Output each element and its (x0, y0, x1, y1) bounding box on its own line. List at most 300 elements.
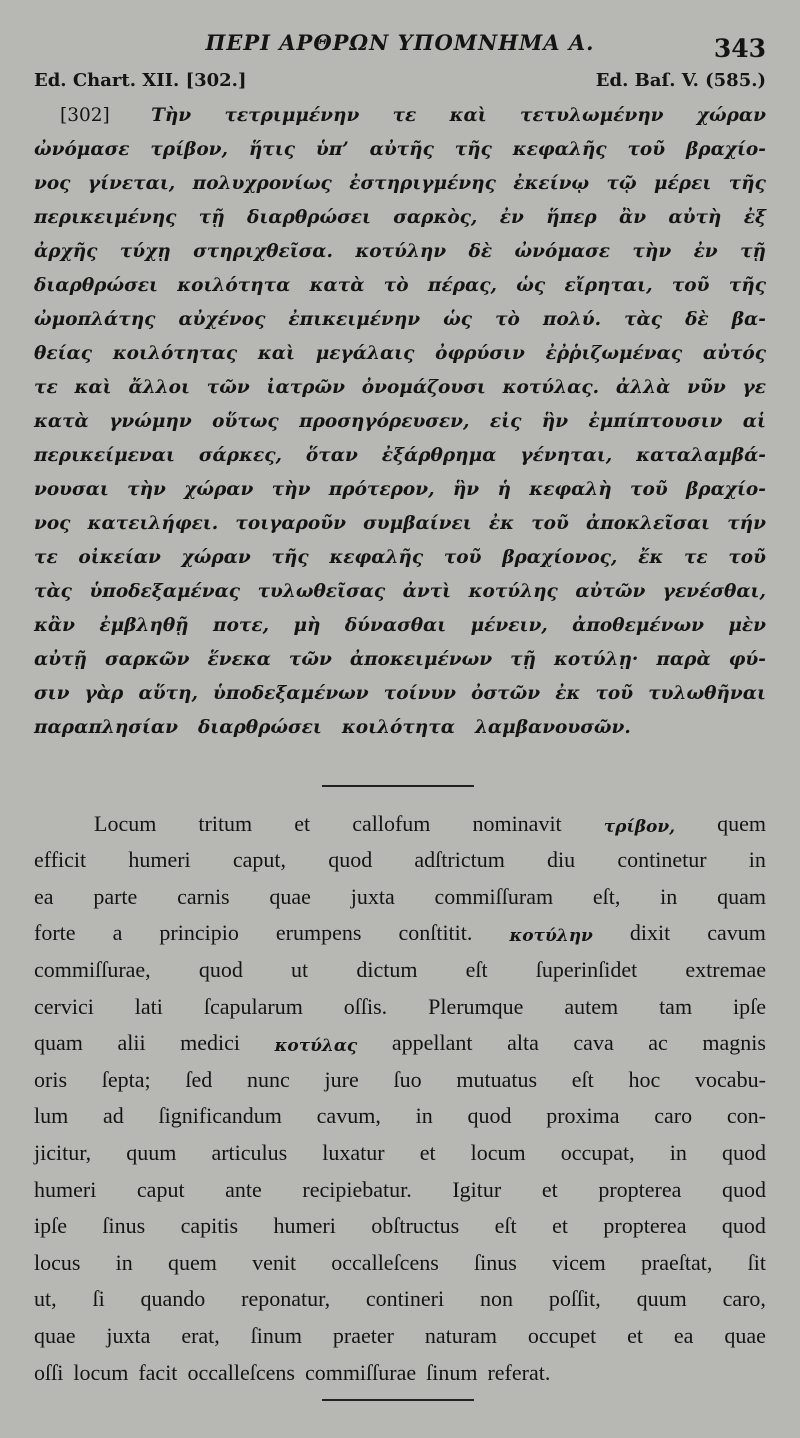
word: δὲ (685, 309, 709, 330)
word: ὡς (443, 309, 473, 330)
word: τρίβον, (150, 139, 228, 160)
word: commiſſurae (304, 1359, 417, 1385)
word: διαρθρώσει (197, 717, 322, 738)
word: ἐκείνῳ (513, 173, 590, 194)
word: erumpens (275, 920, 362, 946)
word: ante (225, 1176, 262, 1202)
word: σιν (34, 683, 70, 704)
latin-line (34, 1276, 766, 1313)
word: ſinus (102, 1213, 146, 1239)
word: κοτύλην (355, 241, 447, 262)
word: extremae (685, 956, 766, 982)
page-number: 343 (713, 34, 766, 63)
word: reponatur, (241, 1286, 331, 1312)
word: in (669, 1139, 687, 1165)
word: καὶ (449, 105, 487, 126)
word: humeri (34, 1176, 97, 1202)
word: χώραν (184, 479, 254, 500)
word: βραχίονος, (502, 547, 618, 568)
word: κοτύλῃ· (554, 649, 639, 670)
word: conſtitit. (398, 920, 473, 946)
greek-line (34, 364, 766, 398)
edition-reference-line (34, 70, 766, 91)
greek-line (34, 704, 766, 738)
word: τοῦ (630, 479, 668, 500)
word: προσηγόρευσεν, (299, 411, 470, 432)
greek-text-block (34, 92, 766, 738)
word: humeri (273, 1213, 336, 1239)
word: autem (564, 993, 619, 1019)
word: tam (659, 993, 693, 1019)
word: ἐν (499, 207, 524, 228)
word: παρὰ (656, 649, 711, 670)
word: πολυχρονίως (192, 173, 332, 194)
running-title: ΠΕΡΙ ΑΡΘΡΩΝ ΥΠΟΜΝΗΜΑ Α. (205, 30, 595, 55)
word: καὶ (257, 343, 295, 364)
word: luxatur (322, 1139, 385, 1165)
word: τετυλωμένην (520, 105, 664, 126)
word: Τὴν (151, 105, 192, 126)
word: praeſtat, (640, 1249, 713, 1275)
word: jicitur, (34, 1139, 92, 1165)
word: κοιλότητας (112, 343, 238, 364)
greek-line (34, 228, 766, 262)
word: αὐτός (702, 343, 766, 364)
word: mutuatus (456, 1066, 538, 1092)
word: occupet (527, 1322, 597, 1348)
word: τῇ (198, 207, 225, 228)
word: ἔκ (638, 547, 664, 568)
word: νουσαι (34, 479, 109, 500)
greek-line (34, 92, 766, 126)
word: locus (34, 1249, 81, 1275)
word: ἐξάρθρημα (381, 445, 497, 466)
word: ſi (92, 1286, 105, 1312)
latin-line (34, 1129, 766, 1166)
latin-line (34, 837, 766, 874)
word: γε (742, 377, 766, 398)
word: ὀνομάζουσι (361, 377, 486, 398)
word: ſinus (473, 1249, 517, 1275)
word: et (294, 810, 311, 836)
word: τῆς (728, 173, 766, 194)
word: ἐξ (743, 207, 766, 228)
word: αὐτῆς (369, 139, 434, 160)
word: medici (180, 1030, 241, 1056)
word: ὑπ’ (315, 139, 349, 160)
word: κατὰ (309, 275, 365, 296)
word: Igitur (452, 1176, 502, 1202)
word: oſſi (34, 1359, 64, 1385)
word: appellant (391, 1030, 473, 1056)
word: αὐτῶν (575, 581, 646, 602)
word: διαρθρώσει (34, 275, 158, 296)
edition-right: Ed. Baſ. V. (585.) (595, 70, 766, 91)
latin-line (34, 800, 766, 837)
word: nominavit (472, 810, 562, 836)
word: humeri (128, 847, 191, 873)
word: eſt (571, 1066, 594, 1092)
word: ὅταν (305, 445, 358, 466)
word: propterea (603, 1213, 687, 1239)
word: ὑποδεξαμένων (213, 683, 369, 704)
word: cervici (34, 993, 94, 1019)
word: τὴν (632, 241, 672, 262)
word: δὲ (468, 241, 493, 262)
word: efficit (34, 847, 87, 873)
greek-line (34, 330, 766, 364)
word: ἀλλὰ (615, 377, 671, 398)
word: στηριχθεῖσα. (193, 241, 333, 262)
word: callofum (352, 810, 431, 836)
word: ὀστῶν (471, 683, 541, 704)
greek-line (34, 432, 766, 466)
word: τρίβον, (603, 816, 676, 837)
word: βραχίο- (685, 479, 766, 500)
word: γίνεται, (87, 173, 176, 194)
word: σάρκες, (198, 445, 282, 466)
word: ὀφρύσιν (435, 343, 525, 364)
word: ἀποκλεῖσαι (586, 513, 711, 534)
word: μέρει (654, 173, 712, 194)
word: ipſe (733, 993, 766, 1019)
word: τὴν (127, 479, 166, 500)
word: τετριμμένην (224, 105, 360, 126)
word: lati (134, 993, 163, 1019)
word: erat, (181, 1322, 220, 1348)
word: λαμβανουσῶν. (474, 717, 631, 738)
word: περικειμένης (34, 207, 177, 228)
word: τὰς (624, 309, 663, 330)
greek-line (34, 296, 766, 330)
greek-line (34, 194, 766, 228)
word: jure (324, 1066, 359, 1092)
word: quae (269, 883, 311, 909)
greek-line (34, 602, 766, 636)
word: con- (726, 1103, 766, 1129)
word: ἂν (619, 207, 647, 228)
word: ſepta; (101, 1066, 151, 1092)
word: contineri (365, 1286, 445, 1312)
word: hoc (628, 1066, 661, 1092)
word: ἐμπίπτουσιν (588, 411, 723, 432)
word: quod (467, 1103, 512, 1129)
word: vocabu- (695, 1066, 766, 1092)
latin-line (34, 1203, 766, 1240)
word: πολύ. (542, 309, 602, 330)
word: Plerumque (428, 993, 524, 1019)
word: τῶν (206, 377, 250, 398)
word: περικείμεναι (34, 445, 175, 466)
word: τῆς (728, 275, 766, 296)
word: κοτύλην (509, 926, 593, 947)
word: proxima (546, 1103, 620, 1129)
word: μὴ (293, 615, 321, 636)
word: ὑποδεξαμένας (89, 581, 241, 602)
word: κεφαλῆς (512, 139, 607, 160)
word: juxta (350, 883, 395, 909)
word: θείας (34, 343, 93, 364)
word: tritum (198, 810, 253, 836)
word: ἣν (452, 479, 480, 500)
word: lum (34, 1103, 69, 1129)
word: ſuperinſidet (535, 956, 638, 982)
word: τὸ (495, 309, 520, 330)
page-marker: [302] (60, 105, 110, 126)
word: cavum (707, 920, 766, 946)
word: ἄλλοι (128, 377, 190, 398)
word: βα- (731, 309, 766, 330)
word: πρότερον, (328, 479, 435, 500)
word: principio (159, 920, 239, 946)
word: quum (126, 1139, 177, 1165)
word: καὶ (74, 377, 112, 398)
word: ἐκ (488, 513, 514, 534)
latin-line (34, 1056, 766, 1093)
word: παραπλησίαν (34, 717, 178, 738)
word: νος (34, 513, 71, 534)
word: αὐχένος (178, 309, 266, 330)
word: quem (167, 1249, 217, 1275)
word: facit (138, 1359, 178, 1385)
greek-line (34, 160, 766, 194)
word: τε (683, 547, 708, 568)
word: γνώμην (109, 411, 192, 432)
word: συμβαίνει (363, 513, 472, 534)
word: ἕνεκα (207, 649, 271, 670)
word: adſtrictum (414, 847, 505, 873)
word: commiſſurae, (34, 956, 151, 982)
word: ut (291, 956, 309, 982)
word: a (112, 920, 123, 946)
word: in (415, 1103, 433, 1129)
word: μὲν (728, 615, 766, 636)
word: ad (102, 1103, 124, 1129)
word: quod (721, 1139, 766, 1165)
word: τοῦ (627, 139, 666, 160)
latin-line (34, 946, 766, 983)
latin-translation-block (34, 800, 766, 1386)
word: διαρθρώσει (247, 207, 371, 228)
word: cava (573, 1030, 614, 1056)
word: ea (673, 1322, 694, 1348)
word: αἱ (742, 411, 766, 432)
word: cavum, (316, 1103, 381, 1129)
word: τυλωθεῖσας (257, 581, 386, 602)
word: quando (140, 1286, 206, 1312)
latin-line (34, 1349, 766, 1386)
word: referat. (487, 1359, 551, 1385)
word: in (660, 883, 678, 909)
word: πέρας, (427, 275, 497, 296)
word: ut, (34, 1286, 57, 1312)
word: κοτύλας (274, 1036, 358, 1057)
word: obſtructus (371, 1213, 460, 1239)
word: οὕτως (212, 411, 279, 432)
greek-line (34, 398, 766, 432)
word: quam (717, 883, 766, 909)
word: κεφαλὴ (529, 479, 612, 500)
word: κατὰ (34, 411, 89, 432)
word: τὰς (34, 581, 72, 602)
word: ἐστηριγμένης (349, 173, 496, 194)
word: τῇ (740, 241, 766, 262)
word: occalleſcens (331, 1249, 439, 1275)
word: κἂν (34, 615, 75, 636)
word: νος (34, 173, 71, 194)
word: occalleſcens (187, 1359, 295, 1385)
word: κοιλότητα (177, 275, 291, 296)
word: eſt, (592, 883, 621, 909)
word: ſit (747, 1249, 766, 1275)
word: quod (198, 956, 243, 982)
word: capitis (180, 1213, 239, 1239)
word: κοιλότητα (341, 717, 455, 738)
word: τοῦ (595, 683, 634, 704)
word: κεφαλῆς (329, 547, 424, 568)
word: χώραν (181, 547, 251, 568)
word: ἐπικειμένην (288, 309, 421, 330)
word: τῆς (454, 139, 492, 160)
greek-line (34, 466, 766, 500)
word: ea (34, 883, 54, 909)
word: τοῦ (531, 513, 569, 534)
word: caro (654, 1103, 693, 1129)
word: alii (117, 1030, 146, 1056)
word: τοῦ (728, 547, 766, 568)
word: τε (34, 547, 58, 568)
word: ſuo (393, 1066, 422, 1092)
word: ἐκ (555, 683, 581, 704)
word: τοιγαροῦν (235, 513, 346, 534)
word: τήν (727, 513, 766, 534)
word: vicem (551, 1249, 606, 1275)
word: τοῦ (443, 547, 482, 568)
word: τυλωθῆναι (648, 683, 766, 704)
word: magnis (702, 1030, 766, 1056)
word: et (552, 1213, 568, 1239)
word: σαρκῶν (104, 649, 190, 670)
word: ſinum (426, 1359, 478, 1385)
word: alta (507, 1030, 539, 1056)
word: ἀντὶ (402, 581, 452, 602)
word: ἐν (693, 241, 718, 262)
word: caput, (232, 847, 287, 873)
word: χώραν (696, 105, 766, 126)
word: ἰατρῶν (266, 377, 345, 398)
word: ἀρχῆς (34, 241, 98, 262)
word: Locum (94, 810, 157, 836)
word: commiſſuram (434, 883, 554, 909)
word: εἴρηται, (564, 275, 653, 296)
word: poſſit, (548, 1286, 601, 1312)
word: locum (470, 1139, 526, 1165)
word: αὐτὴ (668, 207, 722, 228)
word: ἣν (541, 411, 569, 432)
latin-line (34, 1312, 766, 1349)
word: βραχίο- (685, 139, 766, 160)
word: venit (252, 1249, 297, 1275)
word: ἡ (497, 479, 511, 500)
word: et (419, 1139, 436, 1165)
latin-line (34, 1020, 766, 1057)
word: et (541, 1176, 558, 1202)
word: τε (392, 105, 417, 126)
word: quem (717, 810, 766, 836)
word: μένειν, (470, 615, 548, 636)
word: τε (34, 377, 58, 398)
word: quod (721, 1213, 766, 1239)
word: κοτύλας. (502, 377, 600, 398)
word: ſignificandum (158, 1103, 282, 1129)
word: eſt (494, 1213, 517, 1239)
word: ὠμοπλάτης (34, 309, 156, 330)
greek-line (34, 568, 766, 602)
word: καταλαμβά- (636, 445, 766, 466)
word: ὠνόμασε (514, 241, 611, 262)
word: propterea (598, 1176, 682, 1202)
word: εἰς (489, 411, 522, 432)
word: locum (73, 1359, 129, 1385)
word: eſt (465, 956, 488, 982)
greek-line (34, 534, 766, 568)
word: quam (34, 1030, 83, 1056)
word: ἐῤῥιζωμένας (545, 343, 683, 364)
word: dixit (629, 920, 671, 946)
word: γένηται, (520, 445, 613, 466)
word: αὕτη, (138, 683, 198, 704)
word: et (627, 1322, 644, 1348)
greek-line (34, 636, 766, 670)
word: occupat, (560, 1139, 635, 1165)
word: γὰρ (84, 683, 124, 704)
word: naturam (424, 1322, 497, 1348)
word: τὸ (383, 275, 409, 296)
word: ἥτις (248, 139, 295, 160)
word: τοῦ (671, 275, 710, 296)
latin-line (34, 1166, 766, 1203)
word: recipiebatur. (302, 1176, 412, 1202)
word: δύνασθαι (344, 615, 447, 636)
greek-line (34, 500, 766, 534)
word: ſed (185, 1066, 213, 1092)
word: κοτύλης (468, 581, 558, 602)
edition-left: Ed. Chart. XII. [302.] (34, 70, 247, 91)
latin-line (34, 1239, 766, 1276)
word: νῦν (687, 377, 726, 398)
word: ἐμβληθῇ (99, 615, 189, 636)
word: ſinum (250, 1322, 303, 1348)
word: articulus (211, 1139, 288, 1165)
word: ipſe (34, 1213, 67, 1239)
greek-line (34, 262, 766, 296)
word: φύ- (728, 649, 766, 670)
word: parte (93, 883, 138, 909)
word: τῷ (606, 173, 637, 194)
latin-line (34, 910, 766, 947)
word: nunc (247, 1066, 290, 1092)
word: carnis (177, 883, 230, 909)
word: γενέσθαι, (662, 581, 766, 602)
word: praeter (332, 1322, 394, 1348)
word: quod (328, 847, 373, 873)
word: ποτε, (213, 615, 270, 636)
word: oſſis. (343, 993, 388, 1019)
word: τοίνυν (383, 683, 457, 704)
word: quum (636, 1286, 687, 1312)
word: ὠνόμασε (34, 139, 130, 160)
word: τῶν (288, 649, 332, 670)
